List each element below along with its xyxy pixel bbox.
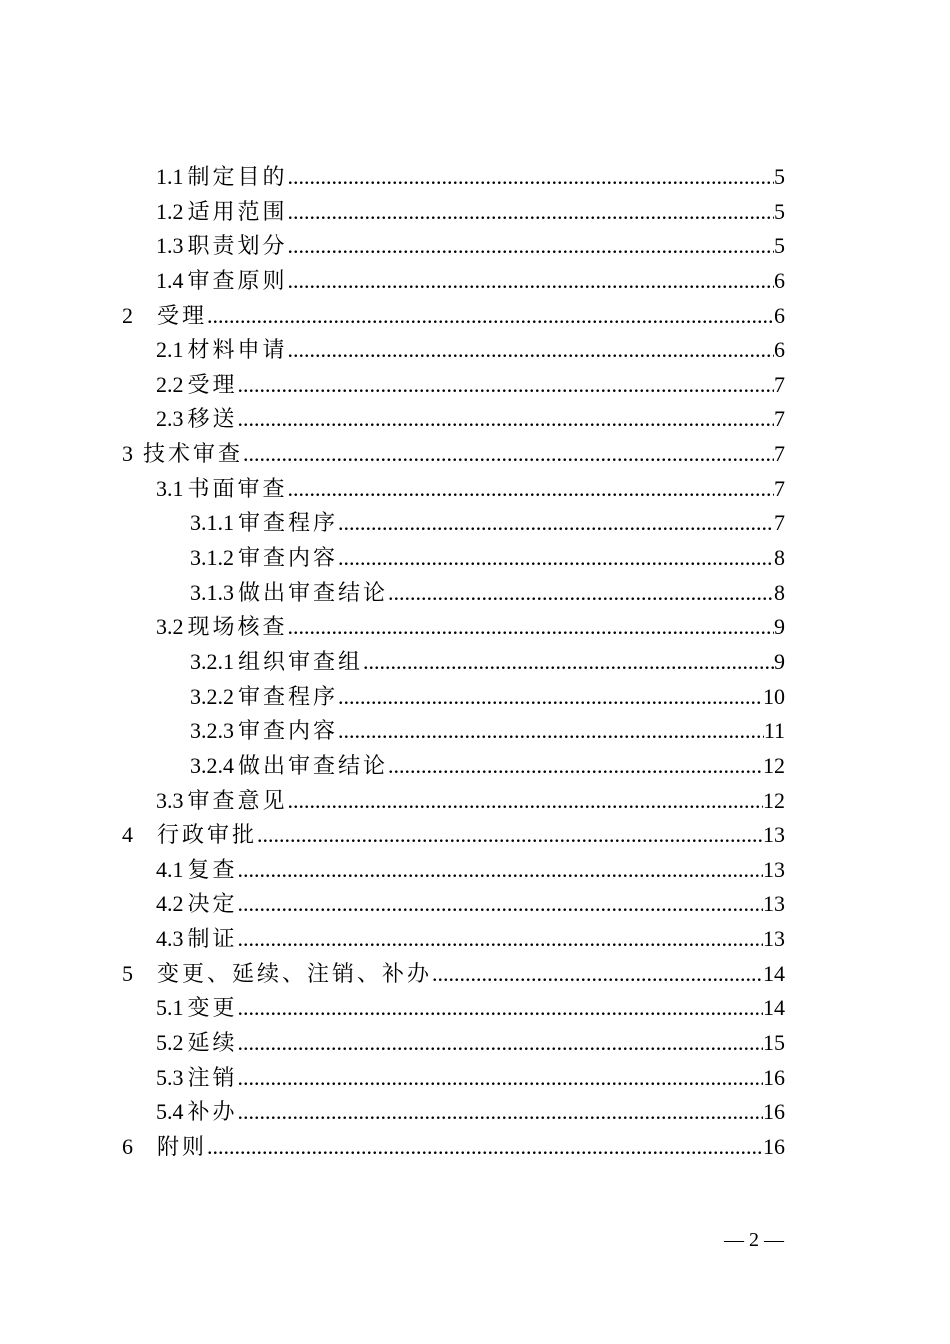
- toc-dot-leader: [238, 853, 763, 888]
- toc-entry-number: 1.3: [156, 233, 184, 259]
- toc-entry-title: 补办: [187, 1099, 238, 1125]
- toc-entry-title: 行政审批: [157, 822, 258, 848]
- toc-entry-page: 9: [774, 648, 785, 674]
- toc-entry-page: 7: [774, 441, 785, 467]
- toc-entry-title: 复查: [187, 856, 238, 882]
- toc-dot-leader: [207, 299, 774, 334]
- page-number: — 2 —: [724, 1229, 784, 1251]
- toc-entry-page: 13: [763, 891, 785, 917]
- toc-dot-leader: [288, 264, 774, 299]
- toc-entry-page: 13: [763, 856, 785, 882]
- toc-entry[interactable]: [122, 749, 785, 784]
- toc-entry-title: 审查程序: [238, 510, 339, 536]
- toc-dot-leader: [207, 1130, 763, 1165]
- toc-entry-number: 3.1: [156, 475, 184, 501]
- toc-entry-title: 制证: [187, 926, 238, 952]
- toc-entry-title: 技术审查: [143, 441, 244, 467]
- toc-entry-number: 5: [122, 960, 133, 986]
- toc-entry-number: 1.1: [156, 164, 184, 189]
- toc-entry-title: 职责划分: [187, 233, 288, 259]
- toc-entry[interactable]: [122, 1026, 785, 1061]
- toc-entry-title: 审查原则: [187, 267, 288, 293]
- toc-entry-page: 6: [774, 337, 785, 363]
- toc-entry[interactable]: [122, 506, 785, 541]
- toc-dot-leader: [238, 368, 774, 403]
- toc-entry-title: 受理: [187, 371, 238, 397]
- toc-dot-leader: [288, 333, 774, 368]
- toc-entry-number: 3.1.2: [190, 545, 234, 571]
- toc-entry-number: 1.4: [156, 267, 184, 293]
- toc-entry-page: 14: [763, 960, 785, 986]
- toc-entry-page: 16: [763, 1133, 785, 1159]
- toc-entry[interactable]: [122, 229, 785, 264]
- toc-entry-page: 7: [774, 406, 785, 432]
- toc-entry-page: 5: [774, 198, 785, 224]
- toc-entry-number: 3.2.4: [190, 752, 234, 778]
- toc-entry[interactable]: [122, 1061, 785, 1096]
- toc-entry-number: 4: [122, 822, 133, 848]
- toc-entry-page: 8: [774, 545, 785, 571]
- toc-entry-number: 3.2.2: [190, 683, 234, 709]
- toc-entry-page: 5: [774, 164, 785, 189]
- toc-entry-number: 3.2.1: [190, 648, 234, 674]
- toc-entry-page: 16: [763, 1064, 785, 1090]
- toc-entry[interactable]: [122, 610, 785, 645]
- toc-entry-title: 决定: [187, 891, 238, 917]
- toc-entry[interactable]: [122, 195, 785, 230]
- toc-entry-title: 变更、延续、注销、补办: [157, 960, 433, 986]
- toc-entry-title: 做出审查结论: [238, 579, 389, 605]
- toc-entry-number: 5.3: [156, 1064, 184, 1090]
- toc-dot-leader: [288, 472, 774, 507]
- toc-entry-number: 3.1.1: [190, 510, 234, 536]
- toc-entry-title: 审查内容: [238, 545, 339, 571]
- toc-entry[interactable]: [122, 853, 785, 888]
- toc-entry-title: 移送: [187, 406, 238, 432]
- toc-dot-leader: [288, 610, 774, 645]
- toc-dot-leader: [338, 680, 763, 715]
- toc-entry-page: 8: [774, 579, 785, 605]
- toc-entry-number: 3.1.3: [190, 579, 234, 605]
- toc-entry[interactable]: [122, 1095, 785, 1130]
- toc-entry-page: 13: [763, 926, 785, 952]
- toc-dot-leader: [363, 645, 774, 680]
- toc-entry-title: 审查程序: [238, 683, 339, 709]
- toc-entry-page: 7: [774, 475, 785, 501]
- toc-entry-page: 10: [763, 683, 785, 709]
- toc-entry-title: 审查意见: [187, 787, 288, 813]
- toc-entry[interactable]: [122, 1130, 785, 1165]
- toc-entry-title: 组织审查组: [238, 648, 364, 674]
- toc-entry[interactable]: [122, 818, 785, 853]
- toc-entry-number: 2.3: [156, 406, 184, 432]
- toc-entry[interactable]: [122, 402, 785, 437]
- toc-dot-leader: [238, 887, 763, 922]
- toc-entry[interactable]: [122, 541, 785, 576]
- toc-dot-leader: [288, 784, 763, 819]
- toc-entry-number: 5.4: [156, 1099, 184, 1125]
- toc-dot-leader: [238, 1095, 763, 1130]
- toc-dot-leader: [338, 714, 764, 749]
- toc-entry-page: 13: [763, 822, 785, 848]
- toc-entry[interactable]: [122, 368, 785, 403]
- toc-entry-title: 变更: [187, 995, 238, 1021]
- toc-entry-page: 14: [763, 995, 785, 1021]
- table-of-contents: [122, 160, 785, 1165]
- toc-dot-leader: [288, 160, 774, 195]
- toc-entry-title: 适用范围: [187, 198, 288, 224]
- toc-entry-page: 12: [763, 787, 785, 813]
- toc-entry[interactable]: [122, 299, 785, 334]
- toc-entry-page: 7: [774, 510, 785, 536]
- toc-entry-title: 受理: [157, 302, 208, 328]
- toc-entry-title: 审查内容: [238, 718, 339, 744]
- toc-entry-number: 5.2: [156, 1030, 184, 1056]
- toc-entry[interactable]: [122, 160, 785, 195]
- toc-entry-number: 3.2: [156, 614, 184, 640]
- toc-dot-leader: [288, 229, 774, 264]
- toc-entry[interactable]: [122, 472, 785, 507]
- toc-entry[interactable]: [122, 680, 785, 715]
- toc-entry[interactable]: [122, 645, 785, 680]
- toc-entry[interactable]: [122, 264, 785, 299]
- toc-entry[interactable]: [122, 576, 785, 611]
- toc-entry-page: 16: [763, 1099, 785, 1125]
- toc-entry-page: 11: [763, 718, 785, 744]
- toc-entry-number: 3.3: [156, 787, 184, 813]
- toc-entry-page: 6: [774, 302, 785, 328]
- toc-entry[interactable]: [122, 714, 785, 749]
- toc-dot-leader: [257, 818, 763, 853]
- toc-dot-leader: [238, 922, 763, 957]
- toc-entry-title: 附则: [157, 1133, 208, 1159]
- toc-entry-number: 2.2: [156, 371, 184, 397]
- toc-dot-leader: [338, 506, 774, 541]
- toc-dot-leader: [238, 991, 763, 1026]
- toc-entry-number: 4.3: [156, 926, 184, 952]
- toc-entry-number: 3: [122, 441, 133, 467]
- toc-entry-page: 5: [774, 233, 785, 259]
- toc-entry-title: 做出审查结论: [238, 752, 389, 778]
- toc-entry[interactable]: [122, 991, 785, 1026]
- toc-dot-leader: [238, 1061, 763, 1096]
- toc-dot-leader: [238, 402, 774, 437]
- toc-entry-title: 制定目的: [187, 164, 288, 189]
- toc-entry[interactable]: [122, 333, 785, 368]
- toc-entry[interactable]: [122, 957, 785, 992]
- toc-entry[interactable]: [122, 437, 785, 472]
- toc-entry-page: 6: [774, 267, 785, 293]
- toc-entry-number: 4.2: [156, 891, 184, 917]
- toc-dot-leader: [238, 1026, 763, 1061]
- toc-entry-page: 9: [774, 614, 785, 640]
- toc-dot-leader: [432, 957, 763, 992]
- toc-entry-number: 4.1: [156, 856, 184, 882]
- toc-entry-number: 2: [122, 302, 133, 328]
- toc-entry-title: 延续: [187, 1030, 238, 1056]
- toc-entry[interactable]: [122, 887, 785, 922]
- toc-dot-leader: [388, 749, 763, 784]
- toc-entry-title: 书面审查: [187, 475, 288, 501]
- toc-entry-page: 7: [774, 371, 785, 397]
- toc-entry[interactable]: [122, 922, 785, 957]
- toc-entry-number: 2.1: [156, 337, 184, 363]
- toc-entry[interactable]: [122, 784, 785, 819]
- toc-entry-title: 注销: [187, 1064, 238, 1090]
- toc-entry-page: 15: [763, 1030, 785, 1056]
- toc-dot-leader: [338, 541, 774, 576]
- toc-entry-number: 1.2: [156, 198, 184, 224]
- toc-dot-leader: [288, 195, 774, 230]
- toc-entry-number: 3.2.3: [190, 718, 234, 744]
- toc-dot-leader: [243, 437, 774, 472]
- toc-entry-title: 材料申请: [187, 337, 288, 363]
- toc-dot-leader: [388, 576, 774, 611]
- toc-entry-page: 12: [763, 752, 785, 778]
- toc-entry-title: 现场核查: [187, 614, 288, 640]
- toc-entry-number: 5.1: [156, 995, 184, 1021]
- toc-entry-number: 6: [122, 1133, 133, 1159]
